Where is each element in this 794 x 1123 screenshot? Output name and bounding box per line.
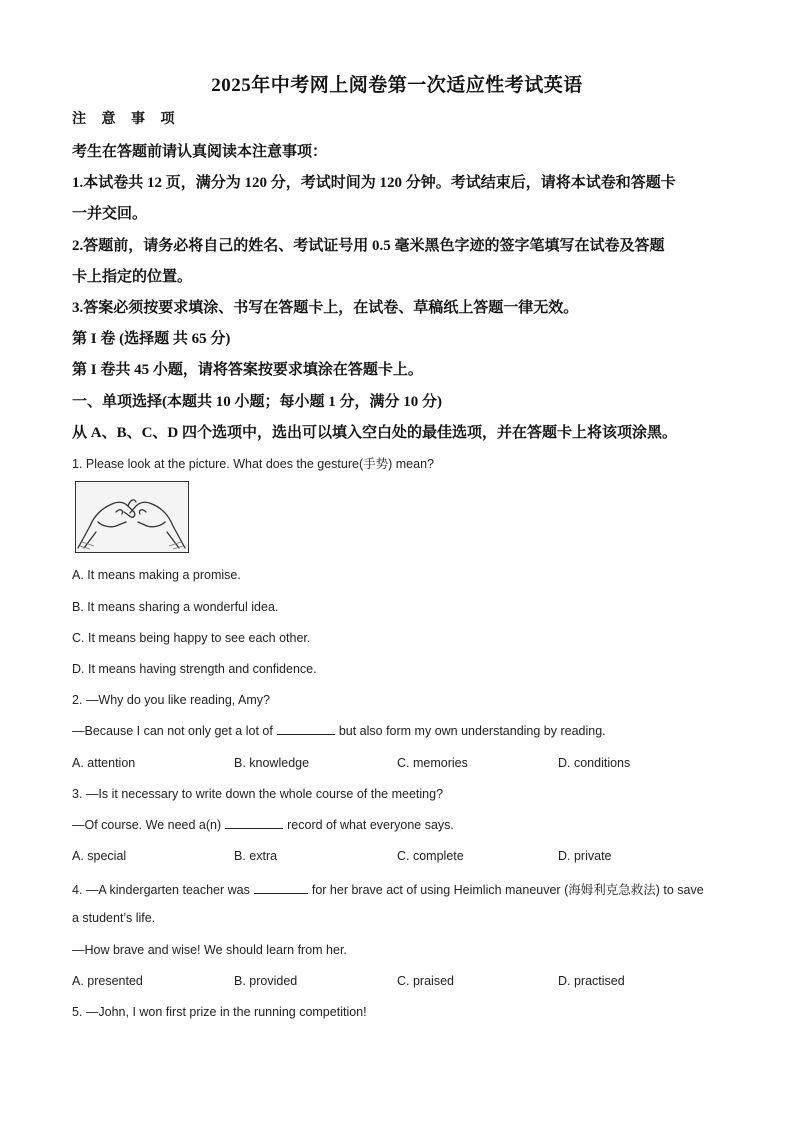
q3-option-a[interactable]: A. special — [72, 849, 127, 863]
q4-option-b[interactable]: B. provided — [234, 974, 298, 988]
notice-item2-line2: 卡上指定的位置。 — [72, 269, 193, 285]
notice-item2-line1: 2.答题前，请务必将自己的姓名、考试证号用 0.5 毫米黑色字迹的签字笔填写在试卷及答题 — [72, 238, 665, 254]
q4-stem — [72, 880, 704, 898]
notice-heading: 注 意 事 项 — [72, 112, 181, 127]
q3-stem: 3. —Is it necessary to write down the whole course of the meeting? — [72, 787, 444, 801]
pinky-promise-image — [75, 481, 189, 553]
q1-option-d[interactable]: D. It means having strength and confidence. — [72, 662, 317, 676]
q2-line2-pre: —Because I can not only get a lot of — [72, 724, 273, 738]
q4-stem-pre: 4. —A kindergarten teacher was — [72, 883, 250, 897]
q1-option-b[interactable]: B. It means sharing a wonderful idea. — [72, 600, 279, 614]
q3-line2 — [72, 818, 454, 832]
q4-stem-line2: a student’s life. — [72, 911, 156, 925]
exam-title: 2025年中考网上阅卷第一次适应性考试英语 — [211, 75, 583, 96]
q4-blank — [254, 883, 308, 894]
q3-blank — [225, 818, 283, 829]
q3-line2-post: record of what everyone says. — [287, 818, 454, 832]
q2-line2 — [72, 724, 606, 738]
section1-instruction: 从 A、B、C、D 四个选项中，选出可以填入空白处的最佳选项，并在答题卡上将该项涂黑。 — [72, 425, 678, 441]
notice-item1-line2: 一并交回。 — [72, 206, 148, 222]
q4-option-d[interactable]: D. practised — [558, 974, 625, 988]
q2-line2-post: but also form my own understanding by reading. — [338, 724, 606, 738]
pinky-promise-icon — [76, 482, 187, 551]
q2-option-d[interactable]: D. conditions — [558, 756, 631, 770]
q4-option-c[interactable]: C. praised — [397, 974, 454, 988]
notice-intro: 考生在答题前请认真阅读本注意事项： — [72, 144, 328, 160]
notice-item3: 3.答案必须按要求填涂、书写在答题卡上，在试卷、草稿纸上答题一律无效。 — [72, 300, 579, 316]
q1-option-c[interactable]: C. It means being happy to see each other. — [72, 631, 311, 645]
part1-heading: 第 I 卷 (选择题 共 65 分) — [72, 331, 231, 347]
q4-line3: —How brave and wise! We should learn from her. — [72, 943, 347, 957]
q3-option-b[interactable]: B. extra — [234, 849, 278, 863]
part1-instruction: 第 I 卷共 45 小题，请将答案按要求填涂在答题卡上。 — [72, 362, 423, 378]
q2-option-c[interactable]: C. memories — [397, 756, 468, 770]
q2-option-b[interactable]: B. knowledge — [234, 756, 310, 770]
q2-stem: 2. —Why do you like reading, Amy? — [72, 693, 271, 707]
q3-option-d[interactable]: D. private — [558, 849, 612, 863]
q2-option-a[interactable]: A. attention — [72, 756, 136, 770]
q3-line2-pre: —Of course. We need a(n) — [72, 818, 222, 832]
q1-stem: 1. Please look at the picture. What does the gesture(手势) mean? — [72, 457, 434, 471]
section1-heading: 一、单项选择(本题共 10 小题；每小题 1 分，满分 10 分) — [72, 394, 442, 410]
q1-option-a[interactable]: A. It means making a promise. — [72, 568, 241, 582]
q4-option-a[interactable]: A. presented — [72, 974, 143, 988]
q5-stem: 5. —John, I won first prize in the running competition! — [72, 1005, 367, 1019]
q3-option-c[interactable]: C. complete — [397, 849, 464, 863]
notice-item1-line1: 1.本试卷共 12 页，满分为 120 分，考试时间为 120 分钟。考试结束后，请将本试卷和答题卡 — [72, 175, 676, 191]
q4-stem-post: for her brave act of using Heimlich maneuver (海姆利克急救法) to save — [311, 883, 704, 897]
q2-blank — [277, 724, 335, 735]
